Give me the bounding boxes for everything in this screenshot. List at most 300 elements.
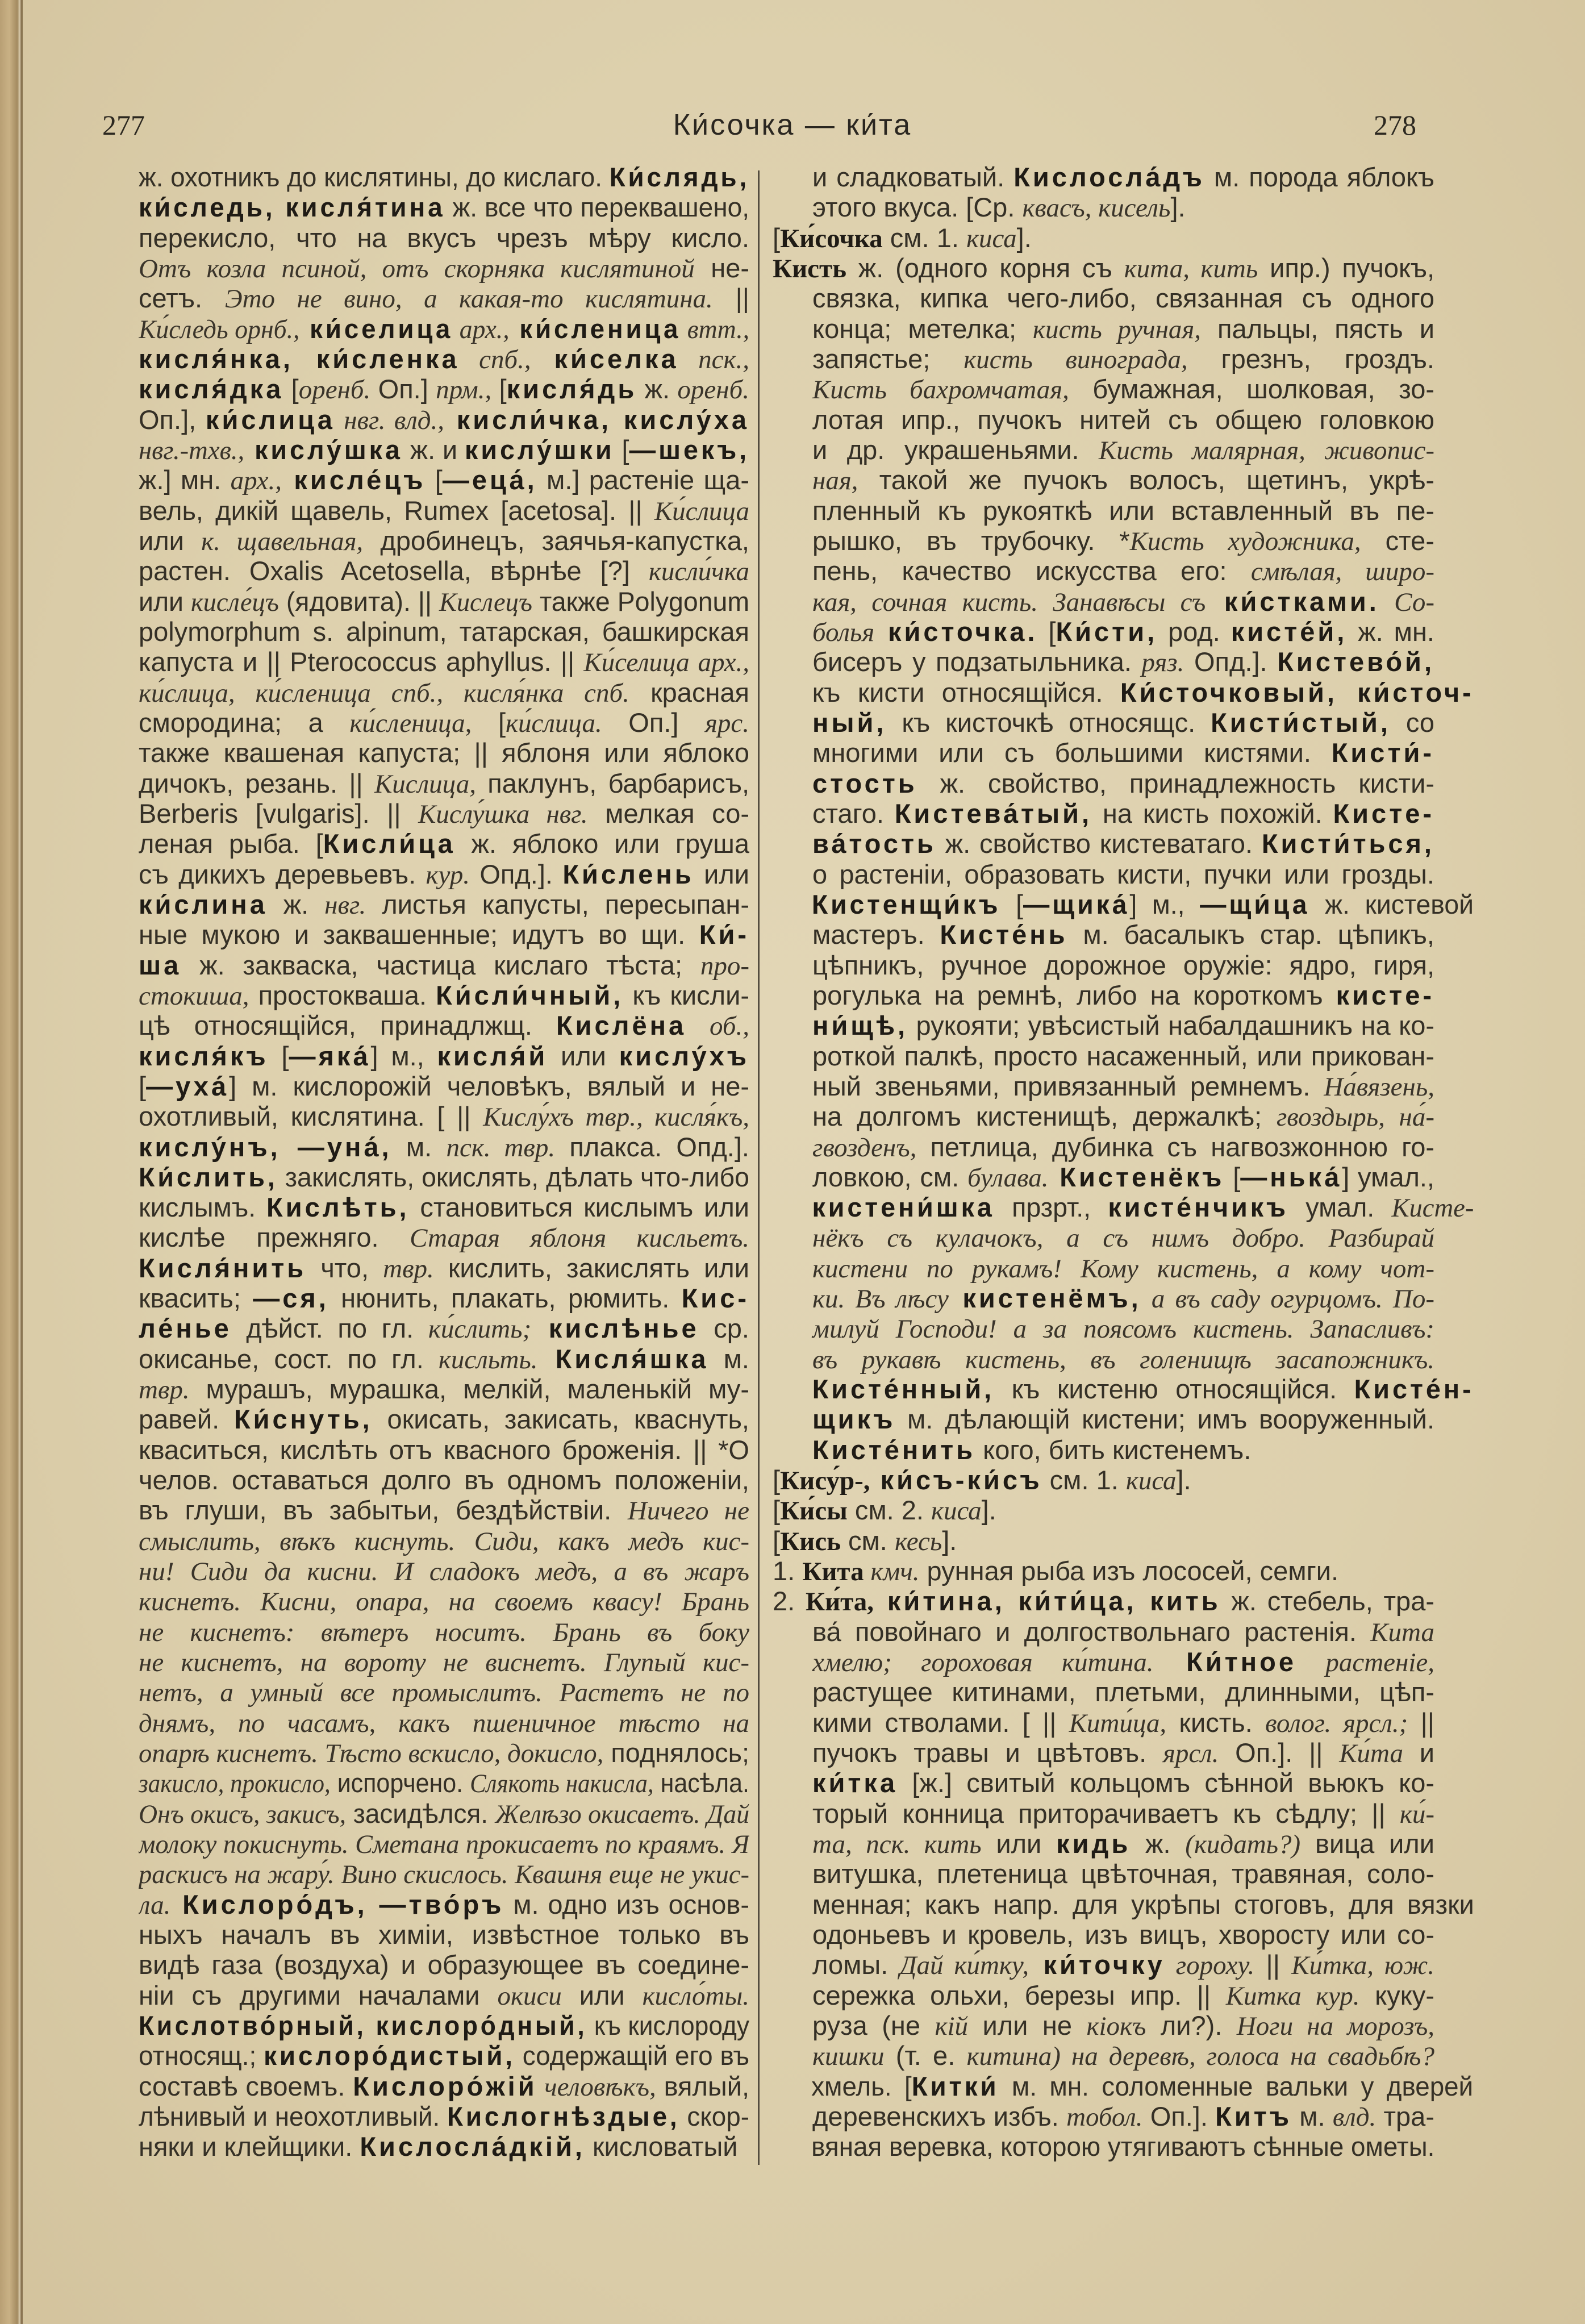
body-text: м. xyxy=(708,1343,749,1374)
italic-text: Ки́тка, юж. xyxy=(1291,1951,1434,1980)
text-line xyxy=(139,2040,749,2071)
body-text: роткой палкѣ, просто насаженный, или прикован- xyxy=(812,1040,1434,1071)
headword: —щи́ца xyxy=(1200,889,1310,919)
text-line xyxy=(773,2071,1473,2101)
italic-text: Ноги на морозъ, xyxy=(1236,2011,1434,2041)
text-line xyxy=(139,526,749,556)
headword: кислу́нъ, —уна́, xyxy=(139,1131,392,1162)
text-line xyxy=(773,1192,1474,1222)
italic-text: стокиша, xyxy=(139,981,249,1011)
italic-text: Дай ки́тку, xyxy=(899,1951,1029,1980)
headword: кистенёмъ, xyxy=(948,1283,1141,1314)
body-text: кислымъ. xyxy=(139,1192,267,1223)
text-line xyxy=(139,2071,749,2101)
binding-shadow-line xyxy=(20,0,23,2324)
body-text: см. 1. xyxy=(882,222,966,253)
headword: ный, xyxy=(812,707,887,738)
italic-text: Кити́ца, xyxy=(1069,1708,1167,1738)
body-text: ]. xyxy=(942,1525,957,1556)
body-text: витушка, плетеница цвѣточная, травяная, соло- xyxy=(812,1859,1434,1889)
headword: Кисти́- xyxy=(1331,738,1434,768)
body-text: и сладковатый. xyxy=(812,162,1014,192)
text-line xyxy=(139,1132,749,1162)
text-line xyxy=(139,1798,749,1829)
headword: кисля́дка xyxy=(139,374,284,405)
text-line xyxy=(139,1283,749,1313)
text-line xyxy=(773,738,1434,768)
headword: ки́сточка. xyxy=(874,616,1038,647)
italic-text: ки́слить; xyxy=(428,1314,532,1344)
italic-text: к. щавельная, xyxy=(201,526,364,556)
headword: Кисте- xyxy=(1333,798,1434,828)
text-line xyxy=(773,1829,1434,1859)
text-line xyxy=(773,2010,1434,2040)
body-text: ж. xyxy=(637,374,678,405)
body-text: пень, качество искусства его: xyxy=(812,556,1251,586)
headword: —еца́, xyxy=(442,465,537,495)
body-text: торый конница приторачиваетъ къ сѣдлу; || xyxy=(812,1798,1400,1829)
text-line xyxy=(773,1465,1434,1495)
italic-text: ярс. xyxy=(705,708,749,738)
headword: Ки́- xyxy=(699,919,749,950)
body-text: м. дѣлающій кистени; имъ вооруженный. xyxy=(895,1404,1434,1435)
italic-text: арх., xyxy=(230,466,282,495)
text-line xyxy=(139,1889,749,1919)
text-line xyxy=(139,1526,749,1556)
italic-text: волог. ярсл.; xyxy=(1265,1708,1408,1738)
italic-text: кисть ручная, xyxy=(1033,314,1201,344)
italic-text: Слякоть накисла, xyxy=(470,1769,654,1798)
body-text: ж. свойство кистеватаго. xyxy=(936,828,1262,859)
body-text: грезнъ, гроздъ. xyxy=(1187,343,1434,374)
body-text: съ дикихъ деревьевъ. xyxy=(139,859,426,889)
italic-text: ки́- xyxy=(1399,1799,1434,1829)
text-line xyxy=(139,556,749,586)
body-text: [ xyxy=(472,707,506,738)
headword: кистени́шка xyxy=(812,1192,995,1223)
body-text: рогулька на ремнѣ, либо на короткомъ xyxy=(812,980,1336,1010)
body-text: рукояти; увѣсистый набалдашникъ на ко- xyxy=(908,1010,1434,1041)
text-line xyxy=(139,1253,749,1283)
text-line xyxy=(773,223,1434,253)
headword: ша xyxy=(139,949,182,980)
body-text: кислѣе прежняго. xyxy=(139,1222,410,1253)
body-text: кого, бить кистенемъ. xyxy=(975,1434,1252,1465)
text-line xyxy=(139,677,749,707)
italic-text: Со- xyxy=(1379,587,1434,617)
body-text: растен. Oxalis Acetosella, вѣрнѣе [?] xyxy=(139,556,649,586)
italic-text: Кислу́хъ твр., кисля́къ, xyxy=(483,1102,749,1132)
text-line xyxy=(139,1071,749,1101)
headword: Ки́снуть, xyxy=(233,1404,373,1435)
body-text: плакса. Опд.]. xyxy=(555,1131,749,1162)
text-line xyxy=(139,889,749,919)
body-text: ]. xyxy=(1016,222,1032,253)
body-text: [ xyxy=(773,1525,781,1556)
left-column xyxy=(139,162,749,2162)
body-text: ] м., xyxy=(1129,889,1200,919)
body-text: ли?). xyxy=(1146,2010,1237,2041)
italic-text: молоку покиснуть. Сметана прокисаетъ по краямъ. Я xyxy=(139,1830,749,1859)
body-text: [ xyxy=(1224,1161,1241,1192)
body-text: ж. все что переквашено, xyxy=(445,192,750,223)
headword: кисля́й xyxy=(437,1040,548,1071)
text-line xyxy=(139,1950,749,1980)
body-text: || xyxy=(1408,1707,1434,1738)
body-text: ж. охотникъ до кислятины, до кислаго. xyxy=(139,162,610,192)
body-text: окисать, закисать, кваснуть, xyxy=(372,1404,749,1435)
text-line xyxy=(773,344,1434,374)
headword: кислѣнье xyxy=(531,1313,699,1344)
italic-text: Желѣзо окисаетъ. Дай xyxy=(495,1799,750,1829)
text-line xyxy=(139,1101,749,1131)
body-text: листья капусты, пересыпан- xyxy=(366,889,749,919)
body-text: нюнить, плакать, рюмить. xyxy=(328,1283,682,1314)
body-text: дичокъ, резань. || xyxy=(139,768,375,798)
body-text: кисть. xyxy=(1166,1707,1266,1738)
text-line xyxy=(773,1101,1434,1131)
text-line xyxy=(139,1707,749,1738)
headword: Китки́ xyxy=(911,2071,999,2101)
italic-text: Кисте- xyxy=(1391,1193,1474,1223)
body-text: закислять, окислять, дѣлать что-либо xyxy=(277,1161,750,1192)
body-text: рунная рыба изъ лососей, семги. xyxy=(919,1556,1339,1586)
body-text: запястье; xyxy=(812,343,964,374)
text-line xyxy=(139,707,749,738)
text-line xyxy=(139,162,749,192)
text-line xyxy=(773,1677,1434,1707)
text-line xyxy=(139,1404,749,1434)
italic-text: ла. xyxy=(139,1890,171,1920)
text-line xyxy=(139,617,749,647)
text-line xyxy=(139,1647,749,1677)
text-line xyxy=(139,1738,749,1768)
body-text: ныхъ началъ въ химіи, извѣстное только въ xyxy=(139,1919,749,1950)
body-text: [ xyxy=(1000,889,1024,919)
italic-text: нвг. xyxy=(324,890,366,920)
italic-text: нёкъ съ кулачокъ, а съ нимъ добро. Разбирай xyxy=(812,1223,1434,1253)
text-line xyxy=(139,828,749,859)
text-line xyxy=(139,1435,749,1465)
italic-text: кисльть. xyxy=(438,1344,538,1375)
body-text: или xyxy=(548,1040,619,1071)
text-line xyxy=(139,1586,749,1616)
page-number-right: 278 xyxy=(1374,109,1416,141)
text-line xyxy=(139,1677,749,1707)
text-line xyxy=(773,1162,1434,1192)
headword: кислу́хъ xyxy=(619,1040,749,1071)
text-line xyxy=(773,828,1434,859)
italic-text: не киснетъ, на вороту не виснетъ. Глупый кис- xyxy=(139,1648,749,1677)
text-line xyxy=(773,1404,1434,1434)
text-line xyxy=(773,495,1434,526)
headword: кисля́къ xyxy=(139,1040,269,1071)
headword: Кисти́стый, xyxy=(1211,707,1391,738)
text-line xyxy=(773,950,1434,980)
body-text: перекисло, что на вкусъ чрезъ мѣру кисло. xyxy=(139,222,749,253)
body-text: ж. xyxy=(267,889,325,919)
italic-text: закисло, прокисло, xyxy=(139,1769,331,1798)
italic-text: кур. xyxy=(426,860,470,889)
body-text: цѣпникъ, ручное дорожное оружіе: ядро, гиря, xyxy=(812,949,1434,980)
body-text: связка, кипка чего-либо, связанная съ одного xyxy=(812,283,1434,314)
body-text: равей. xyxy=(139,1404,234,1435)
body-text: [ xyxy=(139,1071,147,1101)
headword: Ки́слень xyxy=(562,859,694,889)
text-line xyxy=(773,1041,1434,1071)
text-line xyxy=(139,1222,749,1252)
body-text: ж. свойство, принадлежность кисти- xyxy=(917,768,1434,798)
italic-text: ная, xyxy=(812,466,858,495)
body-text: менная; какъ напр. для укрѣпы стоговъ, для вязки xyxy=(812,1889,1474,1919)
headword: ки́слина xyxy=(139,889,268,919)
italic-text: кая, сочная кисть. Занавѣсы съ xyxy=(812,587,1206,617)
body-text: смородина; а xyxy=(139,707,350,738)
headword: —нька́ xyxy=(1240,1161,1342,1192)
text-line xyxy=(139,314,749,344)
headword: Кислоро́жій xyxy=(353,2071,537,2101)
body-text: также квашеная капуста; || яблоня или яблоко xyxy=(139,738,749,768)
text-line xyxy=(773,1738,1434,1768)
body-text: ]. xyxy=(1170,192,1186,223)
italic-text: ни! Сиди да кисни. И сладокъ медъ, а въ жаръ xyxy=(139,1557,749,1586)
body-text: что, xyxy=(306,1252,383,1283)
body-text: вялый, xyxy=(656,2071,749,2101)
italic-text: пск., xyxy=(678,344,749,374)
text-line xyxy=(139,1980,749,2010)
body-text: ловкою, см. xyxy=(812,1161,967,1192)
headword: кисте́й, xyxy=(1231,616,1348,647)
italic-text: а въ саду огурцомъ. По- xyxy=(1141,1284,1434,1314)
body-text: Опд.]. xyxy=(470,859,563,889)
text-line xyxy=(773,677,1474,707)
text-line xyxy=(139,1919,749,1950)
text-line xyxy=(139,374,749,404)
body-text: 1. xyxy=(773,1556,803,1586)
text-line xyxy=(773,435,1434,465)
body-text: о растеніи, образовать кисти, пучки или грозды. xyxy=(812,859,1434,889)
headword: Кису́р-, xyxy=(780,1466,870,1496)
text-line xyxy=(773,1980,1434,2010)
italic-text: Ки́селица арх., xyxy=(583,648,749,677)
text-line xyxy=(773,919,1434,949)
italic-text: гвоздырь, на́- xyxy=(1276,1102,1434,1132)
body-text: относящ.; xyxy=(139,2040,264,2071)
italic-text: оренб. xyxy=(298,375,371,405)
text-line xyxy=(773,2101,1434,2131)
headword: ки́следь, кисля́тина xyxy=(139,192,445,223)
italic-text: Кита xyxy=(1370,1617,1434,1647)
body-text: не- xyxy=(694,252,749,283)
headword: —щика́ xyxy=(1023,889,1130,919)
italic-text: ки. Въ лѣсу xyxy=(812,1284,949,1314)
headword: ва́тость xyxy=(812,828,936,859)
body-text: или xyxy=(561,1980,643,2010)
body-text: хмель. [ xyxy=(811,2071,912,2101)
text-line xyxy=(139,2131,749,2161)
body-text: стаго. xyxy=(812,798,895,828)
body-text: или xyxy=(139,586,191,617)
headword: Кисля́шка xyxy=(537,1343,709,1374)
headword: кисте́нчикъ xyxy=(1108,1192,1289,1223)
body-text: также Polygonum xyxy=(532,586,750,617)
text-line xyxy=(773,374,1434,404)
text-line xyxy=(773,192,1434,222)
text-line xyxy=(139,1010,749,1040)
body-text: составѣ своемъ. xyxy=(139,2071,353,2101)
body-text: бумажная, шолковая, зо- xyxy=(1069,374,1434,405)
body-text: кислить, закислять или xyxy=(433,1252,749,1283)
text-line xyxy=(773,980,1434,1010)
text-line xyxy=(773,1222,1434,1252)
text-line xyxy=(139,1374,749,1404)
body-text: засидѣлся. xyxy=(346,1798,495,1829)
text-line xyxy=(773,1435,1434,1465)
running-title: Ки́сочка — ки́та xyxy=(673,109,912,141)
body-text: окисанье, сост. по гл. xyxy=(139,1343,439,1374)
headword: Кисти́ться, xyxy=(1261,828,1434,859)
italic-text: ки́слица, ки́сленица спб., кисля́нка спб. xyxy=(139,678,629,707)
headword: —ся, xyxy=(253,1283,329,1314)
italic-text: Ки́та xyxy=(1339,1739,1403,1768)
italic-text: твр. xyxy=(139,1375,190,1405)
body-text: ные мукою и заквашенные; идутъ во щи. xyxy=(139,919,699,950)
text-line xyxy=(773,1889,1474,1919)
body-text: пальцы, пясть и xyxy=(1201,313,1434,344)
body-text: ж. кистевой xyxy=(1309,889,1474,919)
italic-text: Онъ окисъ, закисъ, xyxy=(139,1799,347,1829)
text-line xyxy=(773,1556,1434,1586)
italic-text: окиси xyxy=(497,1981,562,2011)
body-text: къ кисти относящійся. xyxy=(812,677,1120,707)
headword: Кисте́нь xyxy=(940,919,1068,950)
italic-text: болья xyxy=(812,617,875,647)
body-text: капуста и || Pterococcus aphyllus. || xyxy=(139,647,584,677)
text-line xyxy=(139,798,749,828)
body-text: сетъ. xyxy=(139,283,225,314)
text-line xyxy=(773,1707,1434,1738)
italic-text: арх., xyxy=(453,314,510,344)
text-line xyxy=(773,617,1434,647)
italic-text: не киснетъ: вѣтеръ носитъ. Брань въ боку xyxy=(139,1617,749,1647)
headword: Кистенёкъ xyxy=(1048,1161,1225,1192)
text-line xyxy=(139,223,749,253)
italic-text: человѣкъ, xyxy=(537,2072,656,2101)
text-line xyxy=(139,1768,749,1798)
body-text: красная xyxy=(629,677,749,707)
headword: ни́щѣ, xyxy=(812,1010,908,1041)
headword: Ки́слить, xyxy=(139,1161,278,1192)
text-line xyxy=(139,950,749,980)
body-text: [ xyxy=(1037,616,1056,647)
italic-text: растеніе, xyxy=(1296,1648,1434,1677)
headword: кидь xyxy=(1056,1829,1131,1859)
body-text: кисловатый xyxy=(585,2131,738,2162)
italic-text: раскисъ на жару́. Вино скислось. Квашня еще не укис- xyxy=(139,1860,750,1889)
headword: Ки́сли́чный, xyxy=(436,980,624,1010)
body-text: ж. яблоко или груша xyxy=(455,828,749,859)
italic-text: милуй Господи! а за поясомъ кистень. Запасливъ: xyxy=(812,1314,1434,1344)
headword: Ки́сти, xyxy=(1056,616,1158,647)
text-line xyxy=(773,526,1434,556)
text-line xyxy=(139,253,749,283)
headword: ки́слица xyxy=(205,404,335,435)
italic-text: Отъ козла псиной, отъ скорняка кислятиной xyxy=(139,253,695,284)
text-line xyxy=(773,253,1434,283)
text-line xyxy=(773,1617,1434,1647)
text-line xyxy=(773,889,1474,919)
book-binding-edge xyxy=(0,0,20,2324)
body-text: охотливый, кислятина. [ || xyxy=(139,1101,483,1132)
body-text: Оп.] xyxy=(602,707,706,738)
body-text: [ xyxy=(283,374,299,405)
body-text: пленный къ рукояткѣ или вставленный въ пе- xyxy=(812,495,1434,526)
body-text: пучокъ травы и цвѣтовъ. xyxy=(812,1738,1163,1768)
body-text: дѣйст. по гл. xyxy=(231,1313,428,1344)
text-line xyxy=(139,919,749,949)
body-text: петлица, дубинка съ нагвозжонною го- xyxy=(916,1131,1434,1162)
body-text: растущее китинами, плетьми, длинными, цѣп- xyxy=(812,1677,1434,1707)
body-text: м. мн. соломенные вальки у дверей xyxy=(999,2071,1474,2101)
text-line xyxy=(773,1859,1434,1889)
italic-text: опарѣ киснетъ. Тѣсто вскисло, докисло, xyxy=(139,1739,604,1768)
text-line xyxy=(139,2010,749,2040)
text-line xyxy=(139,1313,749,1343)
text-line xyxy=(139,1617,749,1647)
headword: Кистенщи́къ xyxy=(811,889,1001,919)
text-line xyxy=(139,344,749,374)
body-text: бисеръ у подзатыльника. xyxy=(812,647,1142,677)
body-text: челов. оставаться долго въ одномъ положеніи, xyxy=(139,1465,749,1496)
italic-text: Кисть бахромчатая, xyxy=(812,375,1069,405)
italic-text: та, пск. кить xyxy=(812,1830,982,1859)
body-text: или не xyxy=(968,2010,1087,2041)
headword: Китъ xyxy=(1215,2101,1292,2131)
italic-text: кистени по рукамъ! Кому кистень, а кому чот- xyxy=(812,1253,1434,1284)
headword: кисле́цъ xyxy=(281,465,426,495)
text-line xyxy=(773,1374,1474,1404)
headword: кислоро́дистый, xyxy=(264,2040,515,2071)
body-text: мурашъ, мурашка, мелкій, маленькій му- xyxy=(189,1374,749,1405)
italic-text: кмч. xyxy=(864,1557,920,1586)
italic-text: влд. xyxy=(1332,2102,1377,2132)
italic-text: гороху. xyxy=(1165,1951,1255,1980)
body-text: ніи съ другими началами xyxy=(139,1980,498,2010)
italic-text: смѣлая, широ- xyxy=(1250,557,1434,586)
text-line xyxy=(773,2040,1434,2071)
body-text: [ xyxy=(773,1465,781,1496)
italic-text: киса xyxy=(966,223,1017,253)
text-line xyxy=(139,586,749,617)
text-line xyxy=(773,1798,1434,1829)
text-line xyxy=(139,1344,749,1374)
text-line xyxy=(139,1829,749,1859)
body-text: квасить; xyxy=(139,1283,253,1314)
italic-text: кисли́чка xyxy=(648,557,749,586)
text-line xyxy=(139,1495,749,1525)
body-text: мастеръ. xyxy=(812,919,940,950)
body-text: или xyxy=(981,1829,1057,1859)
body-text: ж. закваска, частица кислаго тѣста; xyxy=(181,949,700,980)
body-text: куку- xyxy=(1359,1980,1434,2010)
headword: Ки́та, xyxy=(805,1587,874,1617)
text-line xyxy=(773,586,1434,617)
text-line xyxy=(139,738,749,768)
italic-text: Кисть художника, xyxy=(1129,526,1361,556)
italic-text: Ки́следь орнб., xyxy=(139,314,300,344)
body-text: ж. мн. xyxy=(1347,616,1434,647)
headword: Кисте́н- xyxy=(1354,1374,1474,1405)
